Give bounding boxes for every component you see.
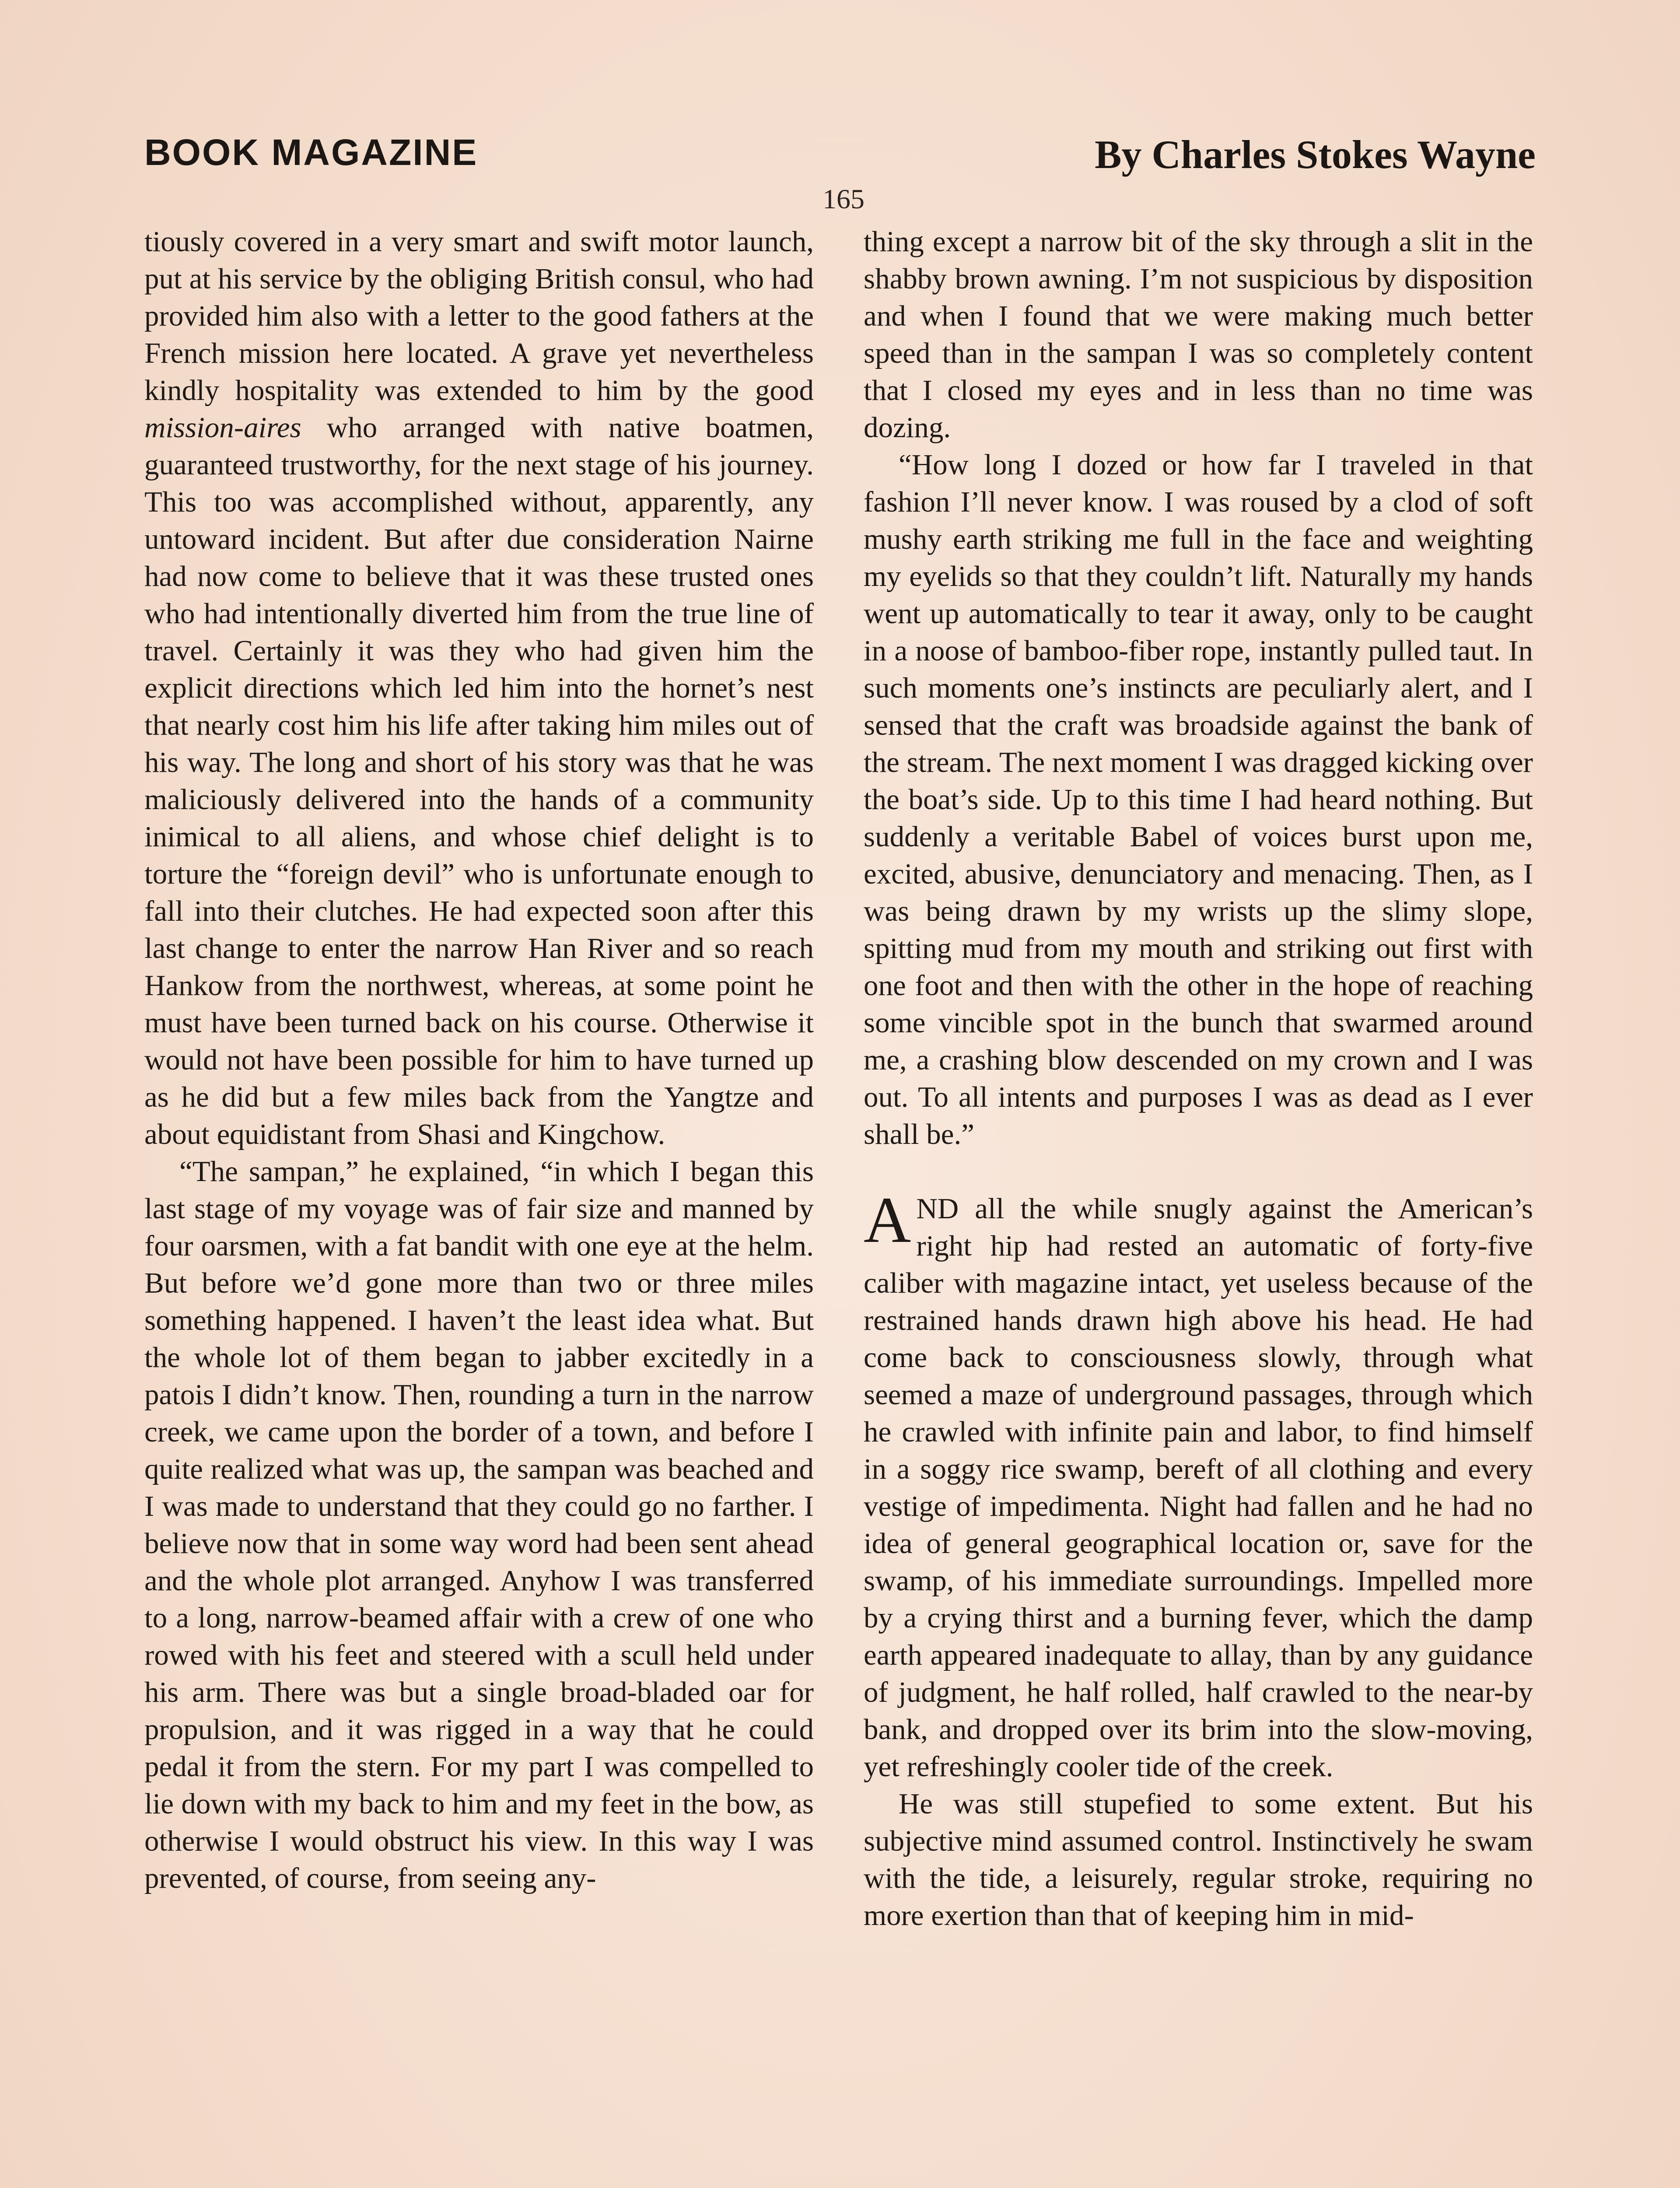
small-caps-lead: ND	[916, 1192, 959, 1225]
drop-cap: A	[864, 1184, 911, 1256]
right-paragraph-3-text: all the while snugly against the American’s right hip had rested an automatic of forty-five caliber with magazine intact, yet useless because of the restrained hands drawn high above his head. He had come back to consciousness slowly, through what seemed a maze of underground passages, through which he crawled with infinite pain and labor, to find himself in a soggy rice swamp, bereft of all clothing and every vestige of impedimenta. Night had fallen and he had no idea of general geographical location or, save for the swamp, of his immediate surroundings. Impelled more by a crying thirst and a burning fever, which the damp earth appeared inadequate to allay, than by any guidance of judgment, he half rolled, half crawled to the near-by bank, and dropped over its brim into the slow-moving, yet refreshingly cooler tide of the creek.	[864, 1192, 1533, 1783]
left-paragraph-1-text-b: who arranged with native boatmen, guaranteed trustworthy, for the next stage of his journey. This too was accomplished without, apparently, any untoward incident. But after due consideration Nairne had now come to believe that it was these trusted ones who had intentionally diverted him from the true line of travel. Certainly it was they who had given him the explicit directions which led him into the hornet’s nest that nearly cost him his life after taking him miles out of his way. The long and short of his story was that he was maliciously delivered into the hands of a community inimical to all aliens, and whose chief delight is to torture the “foreign devil” who is unfortunate enough to fall into their clutches. He had expected soon after this last change to enter the narrow Han River and so reach Hankow from the northwest, whereas, at some point he must have been turned back on his course. Otherwise it would not have been possible for him to have turned up as he did but a few miles back from the Yangtze and about equidistant from Shasi and Kingchow.	[144, 411, 814, 1150]
right-column	[864, 223, 1533, 1934]
left-paragraph-1-italic: mission-aires	[144, 411, 301, 444]
author-byline: By Charles Stokes Wayne	[1095, 132, 1536, 177]
left-paragraph-2: “The sampan,” he explained, “in which I began this last stage of my voyage was of fair size and manned by four oarsmen, with a fat bandit with one eye at the helm. But before we’d gone more than two or three miles something happened. I haven’t the least idea what. But the whole lot of them began to jabber excitedly in a patois I didn’t know. Then, rounding a turn in the narrow creek, we came upon the border of a town, and before I quite realized what was up, the sampan was beached and I was made to understand that they could go no farther. I believe now that in some way word had been sent ahead and the whole plot arranged. Anyhow I was transferred to a long, narrow-beamed affair with a crew of one who rowed with his feet and steered with a scull held under his arm. There was but a single broad-bladed oar for propulsion, and it was rigged in a way that he could pedal it from the stern. For my part I was compelled to lie down with my back to him and my feet in the bow, as otherwise I would obstruct his view. In this way I was prevented, of course, from seeing any-	[144, 1155, 814, 1894]
left-column	[144, 223, 814, 1897]
page-number: 165	[822, 183, 864, 214]
right-paragraph-4: He was still stupefied to some extent. But his subjective mind assumed control. Instinctively he swam with the tide, a leisurely, regular stroke, requiring no more exertion than that of keeping him in mid-	[864, 1788, 1533, 1932]
running-head	[144, 131, 1536, 184]
right-paragraph-1: thing except a narrow bit of the sky through a slit in the shabby brown awning. I’m not suspicious by disposition and when I found that we were making much better speed than in the sampan I was so completely content that I closed my eyes and in less than no time was dozing.	[864, 225, 1533, 444]
right-paragraph-3	[864, 1184, 1533, 1785]
left-paragraph-1	[144, 223, 814, 1153]
magazine-title: BOOK MAGAZINE	[144, 132, 478, 173]
right-paragraph-2: “How long I dozed or how far I traveled in that fashion I’ll never know. I was roused by a clod of soft mushy earth striking me full in the face and weighting my eyelids so that they couldn’t lift. Naturally my hands went up automatically to tear it away, only to be caught in a noose of bamboo-fiber rope, instantly pulled taut. In such moments one’s instincts are peculiarly alert, and I sensed that the craft was broadside against the bank of the stream. The next moment I was dragged kicking over the boat’s side. Up to this time I had heard nothing. But suddenly a veritable Babel of voices burst upon me, excited, abusive, denunciatory and menacing. Then, as I was being drawn by my wrists up the slimy slope, spitting mud from my mouth and striking out first with one foot and then with the other in the hope of reaching some vincible spot in the bunch that swarmed around me, a crashing blow descended on my crown and I was out. To all intents and purposes I was as dead as I ever shall be.”	[864, 449, 1533, 1150]
left-paragraph-1-text-a: tiously covered in a very smart and swift motor launch, put at his service by the obliging British consul, who had provided him also with a letter to the good fathers at the French mission here located. A grave yet nevertheless kindly hospitality was extended to him by the good	[144, 225, 814, 407]
